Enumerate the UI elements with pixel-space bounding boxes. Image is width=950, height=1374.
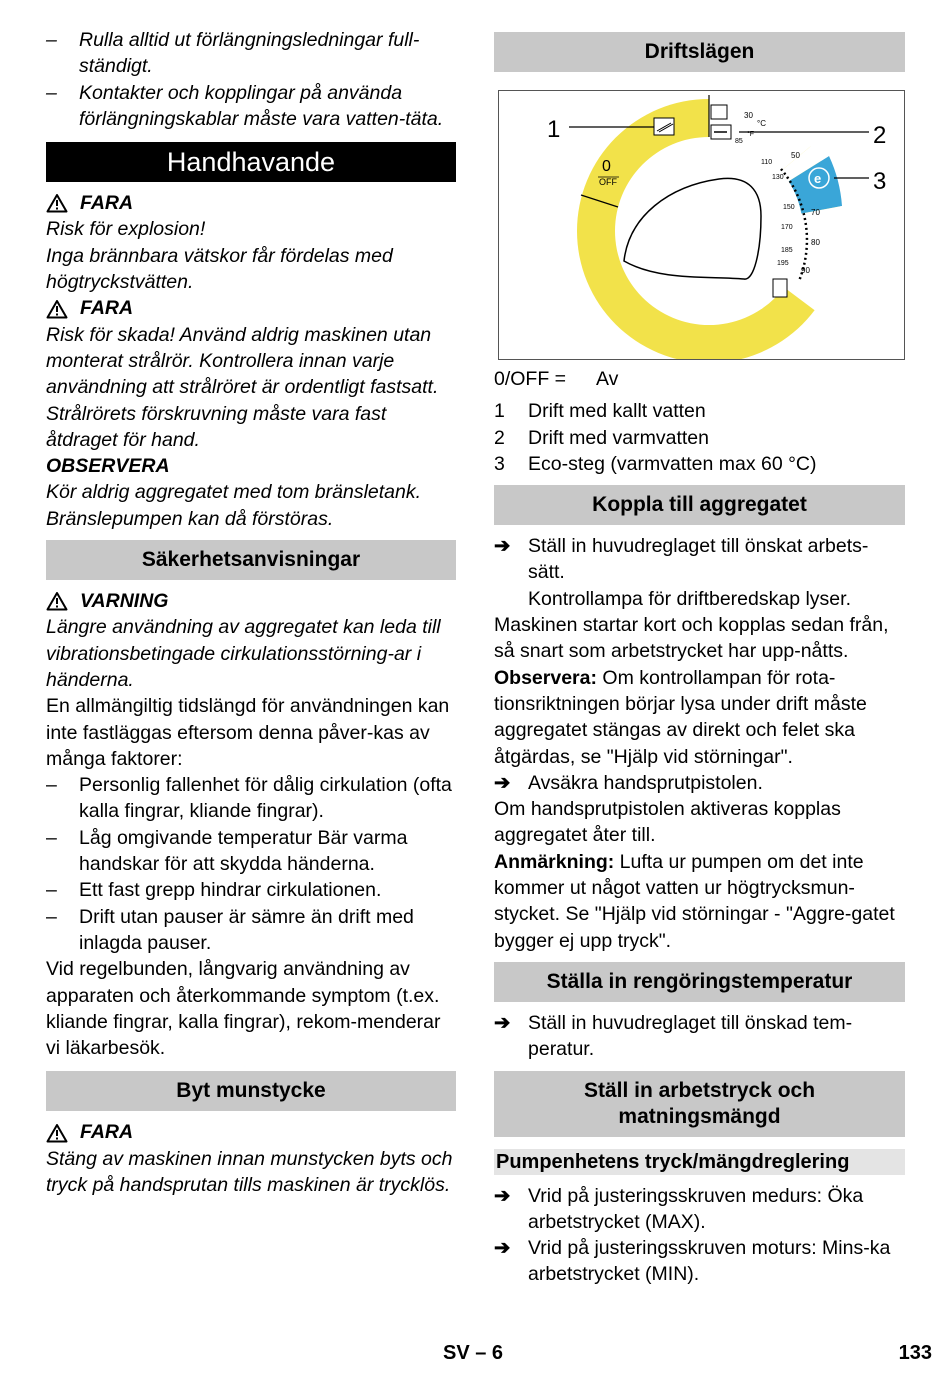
dash-marker: – xyxy=(46,826,57,849)
section-heading-temperatur: Ställa in rengöringstemperatur xyxy=(494,962,905,1002)
temp-label: 185 xyxy=(781,247,793,254)
note-text: Kör aldrig aggregatet med tom bränsletank. Bränslepumpen kan då förstöras. xyxy=(46,481,422,530)
warning-text: Längre användning av aggregatet kan leda till vibrationsbetingade cirkulationsstörning-ar i händerna. xyxy=(46,616,441,691)
arrow-right-icon: ➔ xyxy=(494,1237,511,1260)
dash-marker: – xyxy=(46,905,57,928)
warning-label xyxy=(46,588,456,614)
list-item-text: Kontakter och kopplingar på använda förlängningskablar måste vara vatten-täta. xyxy=(79,81,444,130)
off-label: OFF xyxy=(599,177,617,187)
warning-label-text: FARA xyxy=(80,192,134,215)
mode-text: Drift med varmvatten xyxy=(528,426,709,449)
list-item-text: Personlig fallenhet för dålig cirkulation (ofta kalla fingrar, kliande fingrar). xyxy=(79,774,452,823)
list-item xyxy=(46,904,456,957)
mode-number: 3 xyxy=(494,452,505,475)
list-item xyxy=(46,825,456,878)
temp-label: 70 xyxy=(811,208,820,217)
arrow-right-icon: ➔ xyxy=(494,1011,511,1034)
mode-dial-illustration xyxy=(499,91,904,359)
section-heading-byt-munstycke: Byt munstycke xyxy=(46,1071,456,1111)
callout-number: 1 xyxy=(547,116,561,143)
unit-label: °C xyxy=(757,119,766,128)
mode-list-item xyxy=(494,398,905,424)
note-label: OBSERVERA xyxy=(46,455,170,478)
remark-paragraph xyxy=(494,849,905,954)
step-text: Vrid på justeringsskruven moturs: Mins-ka arbetstrycket (MIN). xyxy=(528,1237,891,1286)
warning-triangle-icon xyxy=(46,193,68,213)
step-text: Vrid på justeringsskruven medurs: Öka arbetstrycket (MAX). xyxy=(528,1184,864,1233)
list-item xyxy=(46,772,456,825)
instruction-step xyxy=(494,770,905,796)
mode-dial-diagram xyxy=(498,90,905,360)
off-value: Av xyxy=(596,368,619,390)
warning-text: Risk för skada! Använd aldrig maskinen utan monterat strålrör. Kontrollera innan varje användning att strålröret är ordentligt fastsatt. Strålrörets förskruvning måste vara fast åtdraget för hand. xyxy=(46,323,439,451)
warning-triangle-icon xyxy=(46,591,68,611)
note-label: Observera: xyxy=(494,666,597,689)
temp-label: 195 xyxy=(777,260,789,267)
right-column xyxy=(494,32,905,1288)
note-paragraph xyxy=(494,665,905,770)
heading-line: Ställ in arbetstryck och xyxy=(583,1078,816,1102)
footer-language xyxy=(443,1340,503,1366)
callout-number: 3 xyxy=(873,168,887,195)
step-body xyxy=(528,533,905,612)
instruction-step xyxy=(494,1010,905,1063)
mode-number: 1 xyxy=(494,400,505,423)
step-text: Ställ in huvudreglaget till önskat arbets-sätt. xyxy=(528,535,869,584)
dash-marker: – xyxy=(46,879,57,902)
instruction-step xyxy=(494,1183,905,1236)
section-heading-arbetstryck xyxy=(494,1071,905,1137)
warning-label-text: VARNING xyxy=(80,590,169,613)
remark-label: Anmärkning: xyxy=(494,850,615,873)
section-heading-koppla-till: Koppla till aggregatet xyxy=(494,485,905,525)
mode-list-item xyxy=(494,451,905,477)
section-heading-driftslagen: Driftslägen xyxy=(494,32,905,72)
steam-icon xyxy=(773,279,787,297)
dash-marker: – xyxy=(46,29,57,51)
warning-label-text: FARA xyxy=(80,1121,134,1144)
list-item-text: Rulla alltid ut förlängningsledningar full-ständigt. xyxy=(79,29,420,78)
arrow-right-icon: ➔ xyxy=(494,771,511,794)
temp-label: 85 xyxy=(735,138,743,145)
subsection-heading: Pumpenhetens tryck/mängdreglering xyxy=(494,1149,905,1175)
temp-label: 170 xyxy=(781,224,793,231)
step-subtext: Kontrollampa för driftberedskap lyser. xyxy=(528,587,851,610)
list-item xyxy=(46,877,456,903)
temp-label: 80 xyxy=(811,238,820,247)
temp-label: 50 xyxy=(791,151,800,160)
footer-lang-code: SV xyxy=(443,1342,470,1364)
note-text: Om kontrollampan för rota-tionsriktningen börjar lysa under drift måste aggregatet stängas av direkt och felet ska åtgärdas, se "Hjälp vid störningar". xyxy=(494,666,867,768)
remark-text: Lufta ur pumpen om det inte kommer ut något vatten ur högtrycksmun-stycket. Se "Hjälp vid störningar - "Aggre-gatet bygger ej upp tryck". xyxy=(494,850,895,952)
list-item-text: Låg omgivande temperatur Bär varma handskar för att skydda händerna. xyxy=(79,826,408,876)
paragraph: En allmängiltig tidslängd för användningen kan inte fastläggas eftersom denna påver-kas av många faktorer: xyxy=(46,695,450,770)
paragraph: Maskinen startar kort och kopplas sedan från, så snart som arbetstrycket har upp-nåtts. xyxy=(494,614,889,663)
warning-text: Stäng av maskinen innan munstycken byts och tryck på handsprutan tills maskinen är trycklös. xyxy=(46,1147,453,1196)
section-heading-sakerhet: Säkerhetsanvisningar xyxy=(46,540,456,580)
temp-label: 90 xyxy=(801,266,810,275)
dash-marker: – xyxy=(46,81,57,104)
warning-triangle-icon xyxy=(46,1123,68,1143)
temp-label: 150 xyxy=(783,204,795,211)
instruction-step xyxy=(494,533,905,612)
list-item xyxy=(46,80,456,133)
spray-hot-icon xyxy=(711,105,727,119)
paragraph: Om handsprutpistolen aktiveras kopplas aggregatet åter till. xyxy=(494,798,841,847)
warning-label-text: FARA xyxy=(80,297,134,320)
page-number: 133 xyxy=(898,1342,932,1364)
arrow-right-icon: ➔ xyxy=(494,1184,511,1207)
mode-list-item xyxy=(494,425,905,451)
heading-line: matningsmängd xyxy=(618,1104,781,1128)
instruction-step xyxy=(494,1235,905,1288)
list-item xyxy=(46,27,456,80)
left-column xyxy=(46,27,456,1198)
danger-label xyxy=(46,295,456,321)
paragraph: Vid regelbunden, långvarig användning av apparaten och återkommande symptom (t.ex. kliande fingrar, kalla fingrar), rekom-menderar vi läkarbesök. xyxy=(46,958,441,1060)
step-text: Ställ in huvudreglaget till önskad tem-peratur. xyxy=(528,1011,853,1061)
off-key: 0/OFF = xyxy=(494,368,567,390)
arrow-right-icon: ➔ xyxy=(494,535,511,558)
mode-text: Drift med kallt vatten xyxy=(528,400,706,423)
temp-label: 130 xyxy=(772,174,784,181)
warning-triangle-icon xyxy=(46,299,68,319)
footer-section-page: – 6 xyxy=(475,1342,504,1364)
mode-number: 2 xyxy=(494,426,505,449)
callout-number: 2 xyxy=(873,122,887,149)
warning-text: Risk för explosion! xyxy=(46,218,206,241)
unit-label: °F xyxy=(747,131,755,138)
temp-label: 110 xyxy=(761,159,773,166)
off-zero-label: 0 xyxy=(602,158,611,175)
eco-symbol: e xyxy=(814,171,822,186)
off-definition xyxy=(494,366,905,392)
mode-text: Eco-steg (varmvatten max 60 °C) xyxy=(528,452,817,475)
section-heading-handhavande: Handhavande xyxy=(46,142,456,182)
list-item-text: Ett fast grepp hindrar cirkulationen. xyxy=(79,879,382,902)
danger-label xyxy=(46,1119,456,1145)
danger-label xyxy=(46,190,456,216)
step-text: Avsäkra handsprutpistolen. xyxy=(528,771,763,794)
list-item-text: Drift utan pauser är sämre än drift med inlagda pauser. xyxy=(79,905,414,954)
warning-text: Inga brännbara vätskor får fördelas med högtryckstvätten. xyxy=(46,244,393,294)
dash-marker: – xyxy=(46,774,57,797)
temp-label: 30 xyxy=(744,111,753,120)
